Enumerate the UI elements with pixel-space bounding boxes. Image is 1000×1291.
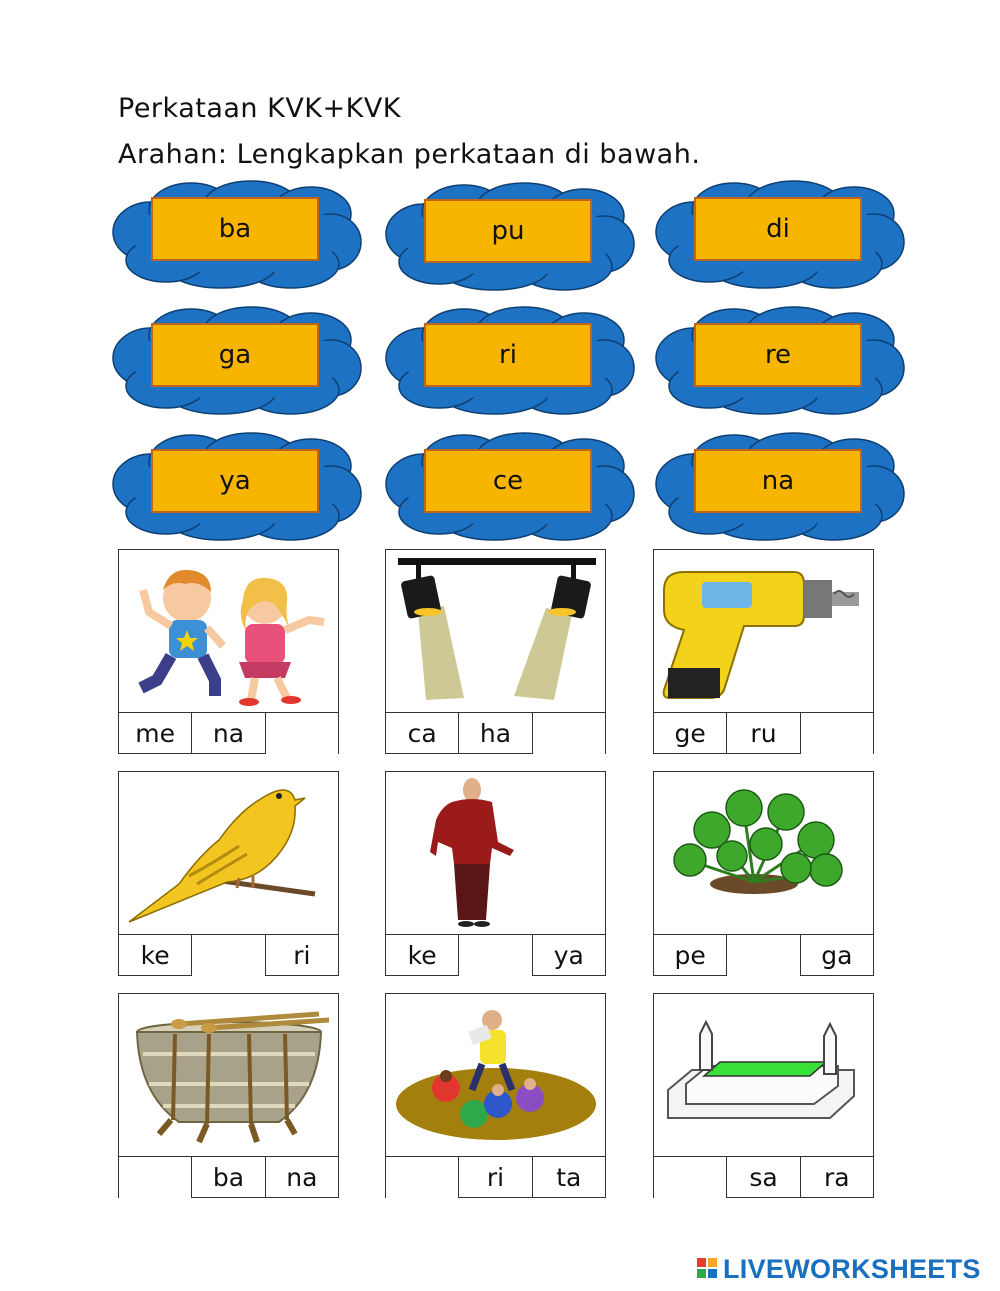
- syllable-tile[interactable]: ga: [151, 323, 319, 387]
- word-card: [653, 771, 874, 976]
- storytelling-image: [386, 994, 605, 1156]
- syllable-row: [119, 1156, 338, 1198]
- syllable-cloud: [384, 306, 636, 416]
- answer-drop-box[interactable]: [654, 1157, 726, 1198]
- syllable-cell: ca: [407, 719, 437, 748]
- word-card: [385, 993, 606, 1198]
- answer-drop-box[interactable]: [532, 713, 605, 754]
- syllable-cell: pe: [674, 941, 706, 970]
- syllable-row: [654, 934, 873, 976]
- syllable-cell: sa: [726, 1157, 799, 1198]
- grave-image: [654, 994, 873, 1156]
- canary-bird-image: [119, 772, 338, 934]
- syllable-tile[interactable]: di: [694, 197, 862, 261]
- syllable-cloud: [654, 180, 906, 290]
- syllable-row: [654, 712, 873, 754]
- syllable-cloud: [654, 432, 906, 542]
- word-card: [385, 771, 606, 976]
- syllable-cell: ba: [191, 1157, 264, 1198]
- syllable-cell: ga: [800, 935, 873, 976]
- syllable-cell: ta: [532, 1157, 605, 1198]
- syllable-cell: ri: [458, 1157, 531, 1198]
- syllable-cell: ge: [674, 719, 706, 748]
- syllable-tile[interactable]: re: [694, 323, 862, 387]
- syllable-row: [119, 934, 338, 976]
- worksheet-instruction: Arahan: Lengkapkan perkataan di bawah.: [118, 139, 701, 170]
- syllable-cell: ha: [458, 713, 531, 754]
- liveworksheets-logo[interactable]: [697, 1254, 981, 1285]
- syllable-cell: me: [135, 719, 176, 748]
- worksheet-title: Perkataan KVK+KVK: [118, 93, 401, 124]
- word-card: [653, 993, 874, 1198]
- syllable-cloud: [384, 182, 636, 292]
- syllable-cell: na: [265, 1157, 338, 1198]
- answer-drop-box[interactable]: [726, 935, 799, 976]
- dancing-children-image: [119, 550, 338, 712]
- answer-drop-box[interactable]: [191, 935, 264, 976]
- syllable-row: [386, 934, 605, 976]
- answer-drop-box[interactable]: [386, 1157, 458, 1198]
- word-card: [385, 549, 606, 754]
- syllable-tile[interactable]: ya: [151, 449, 319, 513]
- word-card: [118, 993, 339, 1198]
- syllable-cloud: [111, 180, 363, 290]
- word-card: [118, 771, 339, 976]
- answer-drop-box[interactable]: [265, 713, 338, 754]
- syllable-cloud: [111, 432, 363, 542]
- syllable-cell: na: [191, 713, 264, 754]
- syllable-row: [119, 712, 338, 754]
- syllable-cell: ke: [407, 941, 437, 970]
- word-card: [118, 549, 339, 754]
- answer-drop-box[interactable]: [800, 713, 873, 754]
- syllable-cloud: [111, 306, 363, 416]
- liveworksheets-logo-icon: [697, 1258, 719, 1282]
- syllable-tile[interactable]: pu: [424, 199, 592, 263]
- syllable-row: [386, 712, 605, 754]
- pegaga-plant-image: [654, 772, 873, 934]
- syllable-tile[interactable]: ba: [151, 197, 319, 261]
- answer-drop-box[interactable]: [458, 935, 531, 976]
- syllable-cloud: [384, 432, 636, 542]
- syllable-cell: ru: [726, 713, 799, 754]
- syllable-cloud: [654, 306, 906, 416]
- baju-kebaya-image: [386, 772, 605, 934]
- syllable-tile[interactable]: ri: [424, 323, 592, 387]
- syllable-row: [386, 1156, 605, 1198]
- answer-drop-box[interactable]: [119, 1157, 191, 1198]
- logo-text: LIVEWORKSHEETS: [723, 1254, 981, 1284]
- syllable-tile[interactable]: na: [694, 449, 862, 513]
- syllable-cell: ri: [265, 935, 338, 976]
- syllable-row: [654, 1156, 873, 1198]
- syllable-cell: ra: [800, 1157, 873, 1198]
- word-card: [653, 549, 874, 754]
- power-drill-image: [654, 550, 873, 712]
- gamelan-drum-image: [119, 994, 338, 1156]
- spotlights-image: [386, 550, 605, 712]
- syllable-tile[interactable]: ce: [424, 449, 592, 513]
- syllable-cell: ya: [532, 935, 605, 976]
- syllable-cell: ke: [140, 941, 170, 970]
